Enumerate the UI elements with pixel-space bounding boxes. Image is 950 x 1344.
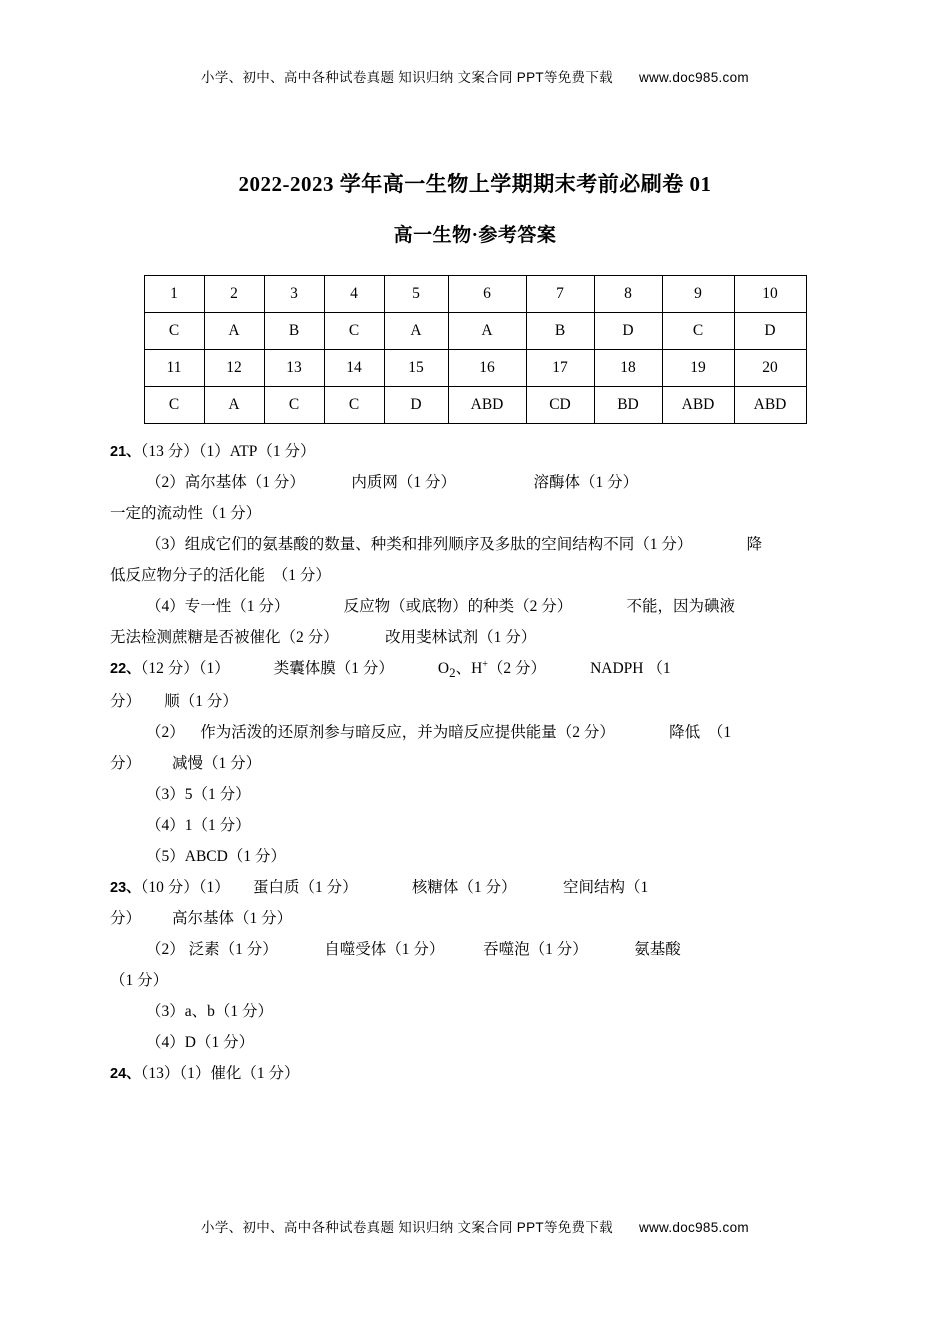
table-cell: C xyxy=(324,387,384,424)
table-row xyxy=(144,387,806,424)
answer-23-line3: （2） 泛素（1 分） 自噬受体（1 分） 吞噬泡（1 分） 氨基酸 xyxy=(146,940,681,958)
watermark-top xyxy=(110,0,840,86)
answer-23-line4: （1 分） xyxy=(110,971,169,989)
answer-21-line2: （2）高尔基体（1 分） 内质网（1 分） 溶酶体（1 分） xyxy=(146,474,639,491)
table-cell: 8 xyxy=(594,276,662,313)
table-cell: 3 xyxy=(264,276,324,313)
table-cell: A xyxy=(384,313,448,350)
answer-21-line3: 一定的流动性（1 分） xyxy=(110,505,262,522)
table-cell: C xyxy=(662,313,734,350)
answer-23-line5: （3）a、b（1 分） xyxy=(146,1002,274,1020)
table-cell: B xyxy=(526,313,594,350)
answers-body xyxy=(110,436,840,1089)
answer-text: （12 分）（1） xyxy=(140,660,230,677)
table-cell: ABD xyxy=(734,387,806,424)
table-cell: D xyxy=(734,313,806,350)
table-cell: C xyxy=(264,387,324,424)
page-title: 2022-2023 学年高一生物上学期期末考前必刷卷 01 xyxy=(238,172,712,196)
table-row xyxy=(144,313,806,350)
answer-21-line4: （3）组成它们的氨基酸的数量、种类和排列顺序及多肽的空间结构不同（1 分） 降 xyxy=(146,536,763,553)
answer-text: （2 分） xyxy=(487,660,547,677)
table-cell: C xyxy=(144,313,204,350)
answer-21-line7: 无法检测蔗糖是否被催化（2 分） 改用斐林试剂（1 分） xyxy=(110,629,537,646)
answer-24-line1 xyxy=(110,1058,840,1089)
table-cell: D xyxy=(594,313,662,350)
table-cell: 2 xyxy=(204,276,264,313)
answer-22-line4: 分） 减慢（1 分） xyxy=(110,754,262,772)
answer-text: 、H xyxy=(455,660,483,677)
answer-text: 类囊体膜（1 分） xyxy=(273,660,394,677)
table-cell: 19 xyxy=(662,350,734,387)
table-cell: 9 xyxy=(662,276,734,313)
table-cell: 1 xyxy=(144,276,204,313)
table-cell: 15 xyxy=(384,350,448,387)
answer-22-line7: （5）ABCD（1 分） xyxy=(146,847,286,865)
table-cell: 20 xyxy=(734,350,806,387)
question-number-21: 21、 xyxy=(110,444,141,460)
answer-table xyxy=(144,275,807,424)
question-number-24: 24、 xyxy=(110,1065,141,1082)
answer-23-line1 xyxy=(110,872,840,903)
table-cell: A xyxy=(204,387,264,424)
answer-23-line2: 分） 高尔基体（1 分） xyxy=(110,909,293,927)
question-number-23: 23、 xyxy=(110,879,141,896)
table-cell: CD xyxy=(526,387,594,424)
table-cell: BD xyxy=(594,387,662,424)
table-cell: 12 xyxy=(204,350,264,387)
answer-21-line5: 低反应物分子的活化能 （1 分） xyxy=(110,567,331,584)
table-cell: 14 xyxy=(324,350,384,387)
question-number-22: 22、 xyxy=(110,661,141,677)
watermark-url: www.doc985.com xyxy=(638,70,749,85)
table-cell: A xyxy=(448,313,526,350)
answer-21-line1 xyxy=(110,436,840,467)
table-cell: 16 xyxy=(448,350,526,387)
table-cell: 6 xyxy=(448,276,526,313)
table-cell: C xyxy=(324,313,384,350)
table-row xyxy=(144,276,806,313)
subscript: 2 xyxy=(449,665,456,681)
answer-text: O xyxy=(437,660,450,677)
table-cell: 10 xyxy=(734,276,806,313)
table-cell: 13 xyxy=(264,350,324,387)
answer-22-line3: （2） 作为活泼的还原剂参与暗反应，并为暗反应提供能量（2 分） 降低 （1 xyxy=(146,723,732,741)
table-cell: ABD xyxy=(662,387,734,424)
table-cell: B xyxy=(264,313,324,350)
table-row xyxy=(144,350,806,387)
watermark-text: 小学、初中、高中各种试卷真题 知识归纳 文案合同 PPT等免费下载 xyxy=(201,70,613,85)
watermark-url: www.doc985.com xyxy=(638,1220,749,1235)
answer-22-line2: 分） 顺（1 分） xyxy=(110,692,238,710)
answer-22-line1 xyxy=(110,653,840,686)
answer-text: （13 分）（1）ATP（1 分） xyxy=(140,443,316,460)
table-cell: D xyxy=(384,387,448,424)
table-cell: C xyxy=(144,387,204,424)
answer-21-line6: （4）专一性（1 分） 反应物（或底物）的种类（2 分） 不能，因为碘液 xyxy=(146,598,736,615)
table-cell: 7 xyxy=(526,276,594,313)
table-cell: 18 xyxy=(594,350,662,387)
watermark-text: 小学、初中、高中各种试卷真题 知识归纳 文案合同 PPT等免费下载 xyxy=(201,1220,613,1235)
table-cell: 17 xyxy=(526,350,594,387)
watermark-bottom xyxy=(0,1216,950,1236)
answer-22-line5: （3）5（1 分） xyxy=(146,785,251,803)
answer-23-line6: （4）D（1 分） xyxy=(146,1033,255,1051)
superscript: + xyxy=(482,658,488,670)
answer-text: NADPH （1 xyxy=(590,660,671,677)
page-subtitle: 高一生物·参考答案 xyxy=(393,225,557,246)
answer-22-line6: （4）1（1 分） xyxy=(146,816,251,834)
answer-text: （10 分）（1） 蛋白质（1 分） 核糖体（1 分） 空间结构（1 xyxy=(140,878,649,896)
table-cell: A xyxy=(204,313,264,350)
table-cell: 5 xyxy=(384,276,448,313)
table-cell: 11 xyxy=(144,350,204,387)
table-cell: ABD xyxy=(448,387,526,424)
table-cell: 4 xyxy=(324,276,384,313)
answer-text: （13）（1）催化（1 分） xyxy=(140,1064,300,1082)
